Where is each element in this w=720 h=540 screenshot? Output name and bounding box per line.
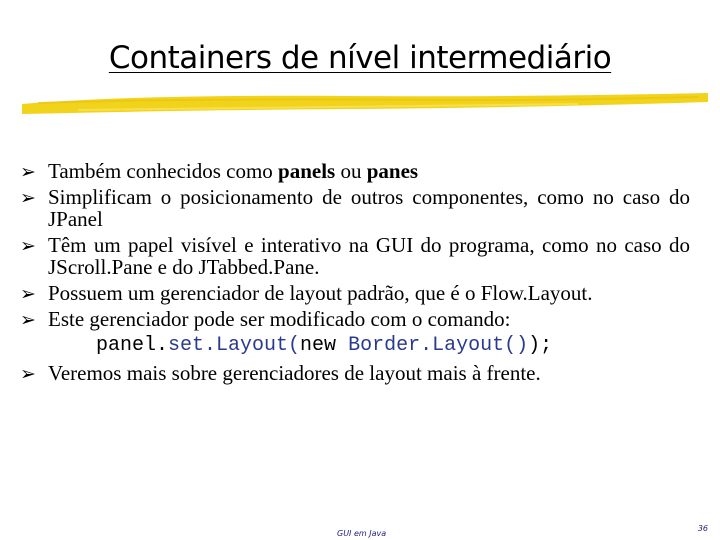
- bullet-term-panels: panels: [278, 159, 336, 183]
- bullet-term-panes: panes: [366, 159, 419, 183]
- bullet-text: Possuem um gerenciador de layout padrão, que é o Flow.Layout.: [48, 281, 593, 305]
- bullet-text: ou: [335, 159, 367, 183]
- bullet-list: [18, 160, 690, 388]
- code-method: set.Layout(: [168, 334, 301, 357]
- slide-title: Containers de nível intermediário: [108, 40, 612, 76]
- arrow-bullet-icon: ➢: [20, 363, 36, 385]
- bullet-item: [18, 308, 690, 330]
- bullet-text: Simplificam o posicionamento de outros componentes, como no caso do JPanel: [48, 185, 690, 231]
- arrow-bullet-icon: ➢: [20, 235, 36, 257]
- bullet-item: [18, 362, 690, 384]
- code-object: panel.: [96, 334, 169, 357]
- page-number: 36: [697, 524, 708, 533]
- bullet-text: Veremos mais sobre gerenciadores de layout mais à frente.: [48, 361, 541, 385]
- code-class: Border.Layout(): [348, 334, 529, 357]
- bullet-item: [18, 186, 690, 230]
- bullet-item: [18, 234, 690, 278]
- bullet-text: Também conhecidos como: [48, 159, 279, 183]
- arrow-bullet-icon: ➢: [20, 309, 36, 331]
- footer-label: GUI em Java: [337, 529, 387, 538]
- arrow-bullet-icon: ➢: [20, 283, 36, 305]
- bullet-text: Têm um papel visível e interativo na GUI do programa, como no caso do JScroll.Pane e do JTabbed.Pane.: [48, 233, 690, 279]
- bullet-text: Este gerenciador pode ser modificado com o comando:: [48, 307, 511, 331]
- arrow-bullet-icon: ➢: [20, 187, 36, 209]
- title-underline-stroke: [18, 88, 710, 118]
- code-snippet: [18, 334, 690, 358]
- arrow-bullet-icon: ➢: [20, 161, 36, 183]
- bullet-item: [18, 282, 690, 304]
- code-keyword: new: [300, 334, 349, 357]
- code-end: );: [528, 334, 553, 357]
- bullet-item: [18, 160, 690, 182]
